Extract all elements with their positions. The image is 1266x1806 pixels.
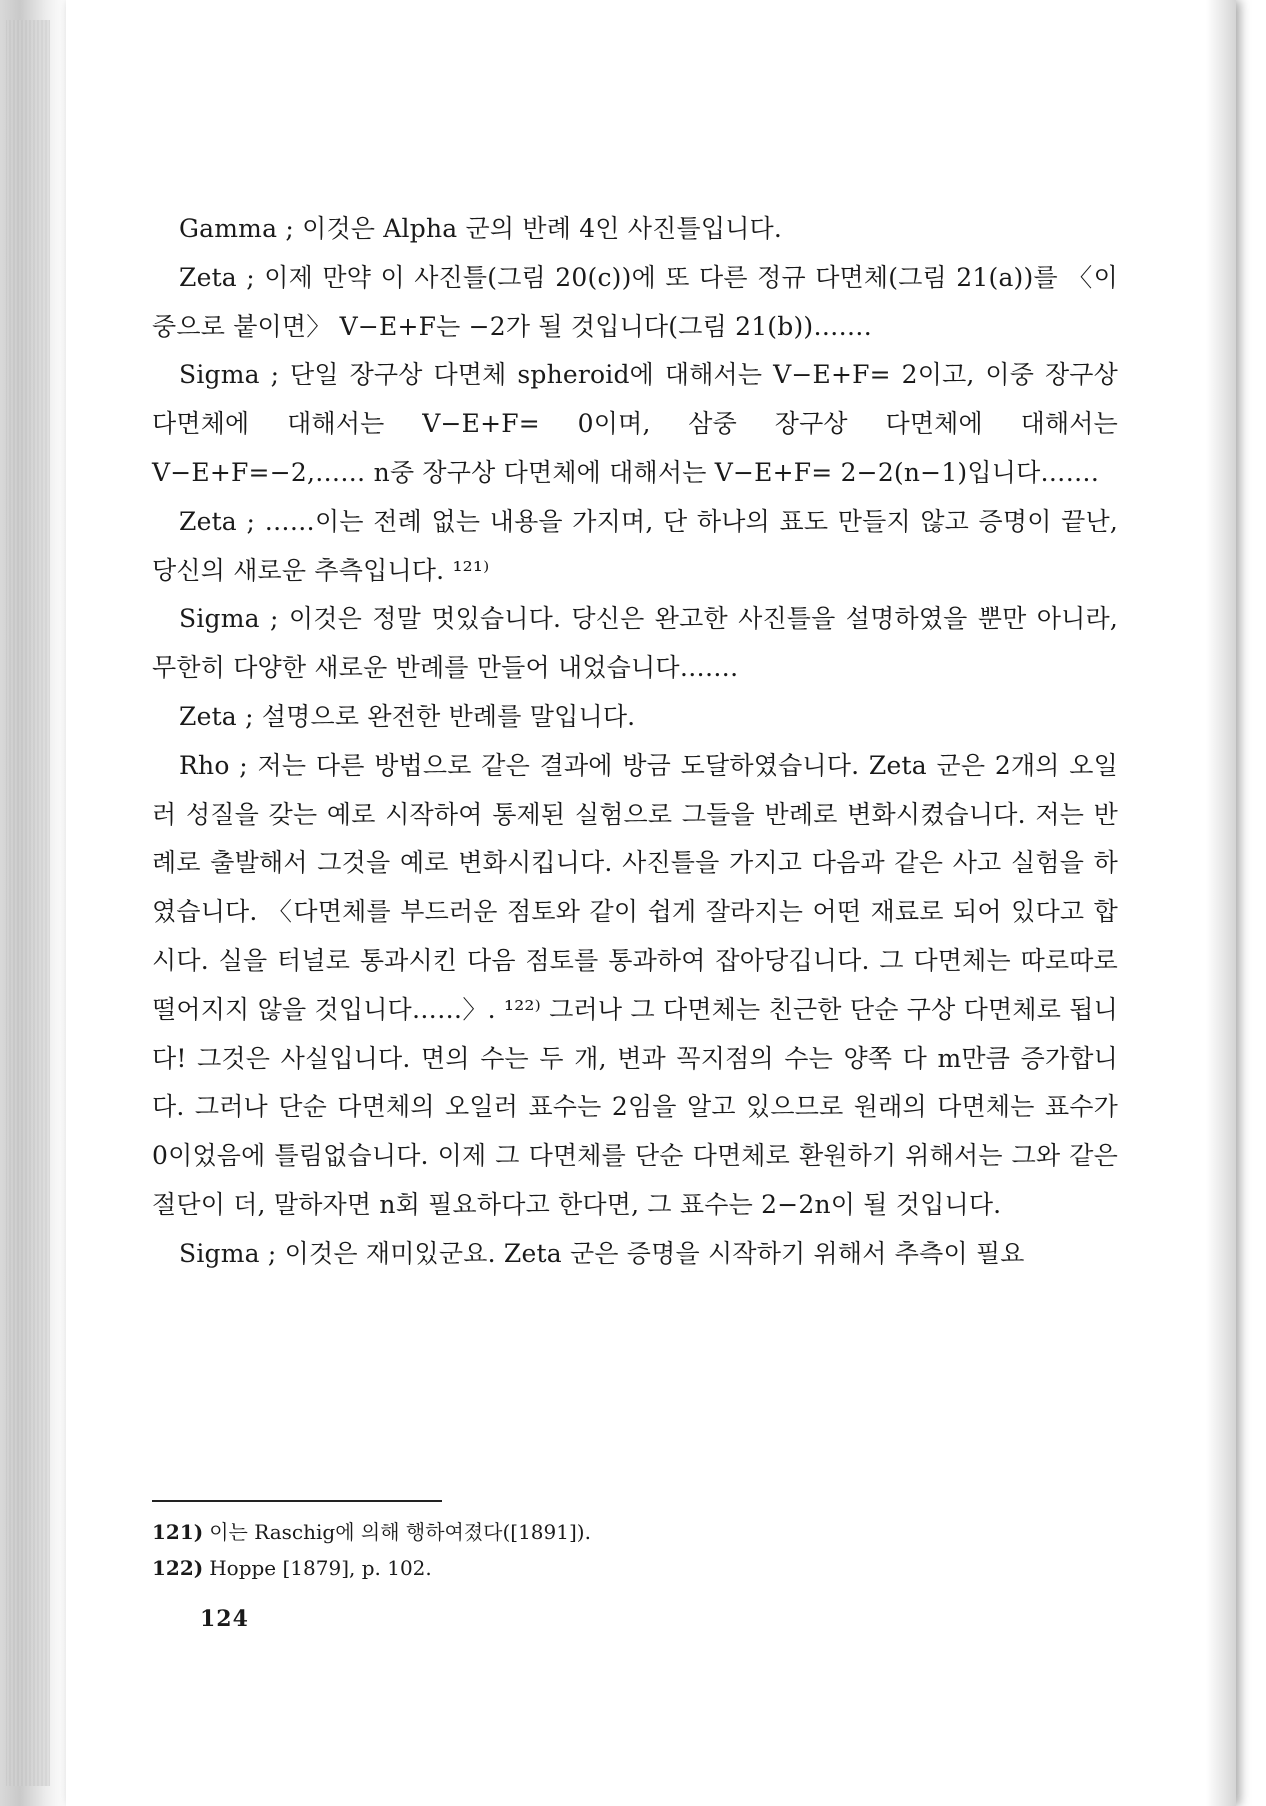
- footnote-text: Hoppe [1879], p. 102.: [209, 1556, 432, 1580]
- paragraph: Zeta ; ……이는 전례 없는 내용을 가지며, 단 하나의 표도 만들지 않고 증명이 끝난, 당신의 새로운 추측입니다. ¹²¹⁾: [152, 506, 1118, 585]
- footnote-number: 121): [152, 1520, 204, 1544]
- page-right-shadow: [1206, 0, 1236, 1806]
- paragraph: Zeta ; 이제 만약 이 사진틀(그림 20(c))에 또 다른 정규 다면체(그림 21(a))를 〈이중으로 붙이면〉 V−E+F는 −2가 될 것입니다(그림 21(b))…….: [152, 262, 1118, 341]
- paragraph: Sigma ; 단일 장구상 다면체 spheroid에 대해서는 V−E+F= 2이고, 이중 장구상 다면체에 대해서는 V−E+F= 0이며, 삼중 장구상 다면체에 대해서는 V−E+F=−2,…… n중 장구상 다면체에 대해서는 V−E+F= 2−2(n−1)입니다…….: [152, 360, 1118, 487]
- footnote: [152, 1514, 852, 1550]
- paragraph: Rho ; 저는 다른 방법으로 같은 결과에 방금 도달하였습니다. Zeta 군은 2개의 오일러 성질을 갖는 예로 시작하여 통제된 실험으로 그들을 반례로 변화시켰습니다. 저는 반례로 출발해서 그것을 예로 변화시킵니다. 사진틀을 가지고 다음과 같은 사고 실험을 하였습니다. 〈다면체를 부드러운 점토와 같이 쉽게 잘라지는 어떤 재료로 되어 있다고 합시다. 실을 터널로 통과시킨 다음 점토를 통과하여 잡아당깁니다. 그 다면체는 따로따로 떨어지지 않을 것입니다……〉. ¹²²⁾ 그러나 그 다면체는 친근한 단순 구상 다면체로 됩니다! 그것은 사실입니다. 면의 수는 두 개, 변과 꼭지점의 수는 양쪽 다 m만큼 증가합니다. 그러나 단순 다면체의 오일러 표수는 2임을 알고 있으므로 원래의 다면체는 표수가 0이었음에 틀림없습니다. 이제 그 다면체를 단순 다면체로 환원하기 위해서는 그와 같은 절단이 더, 말하자면 n회 필요하다고 한다면, 그 표수는 2−2n이 될 것입니다.: [152, 750, 1118, 1219]
- footnote-number: 122): [152, 1556, 204, 1580]
- book-spine-edge: [0, 0, 66, 1806]
- paragraph: Gamma ; 이것은 Alpha 군의 반례 4인 사진틀입니다.: [179, 214, 783, 243]
- page-stack-edge: [6, 20, 50, 1786]
- body-text: [152, 205, 1118, 1279]
- paragraph: Sigma ; 이것은 재미있군요. Zeta 군은 증명을 시작하기 위해서 추측이 필요: [179, 1238, 1025, 1268]
- footnote: [152, 1550, 852, 1586]
- footnote-text: 이는 Raschig에 의해 행하여졌다([1891]).: [209, 1520, 591, 1544]
- page-number: 124: [200, 1606, 249, 1632]
- paragraph: Sigma ; 이것은 정말 멋있습니다. 당신은 완고한 사진틀을 설명하였을 뿐만 아니라, 무한히 다양한 새로운 반례를 만들어 내었습니다…….: [152, 604, 1118, 683]
- footnote-divider: [152, 1500, 442, 1502]
- footnotes: [152, 1500, 852, 1586]
- paragraph: Zeta ; 설명으로 완전한 반례를 말입니다.: [179, 701, 636, 731]
